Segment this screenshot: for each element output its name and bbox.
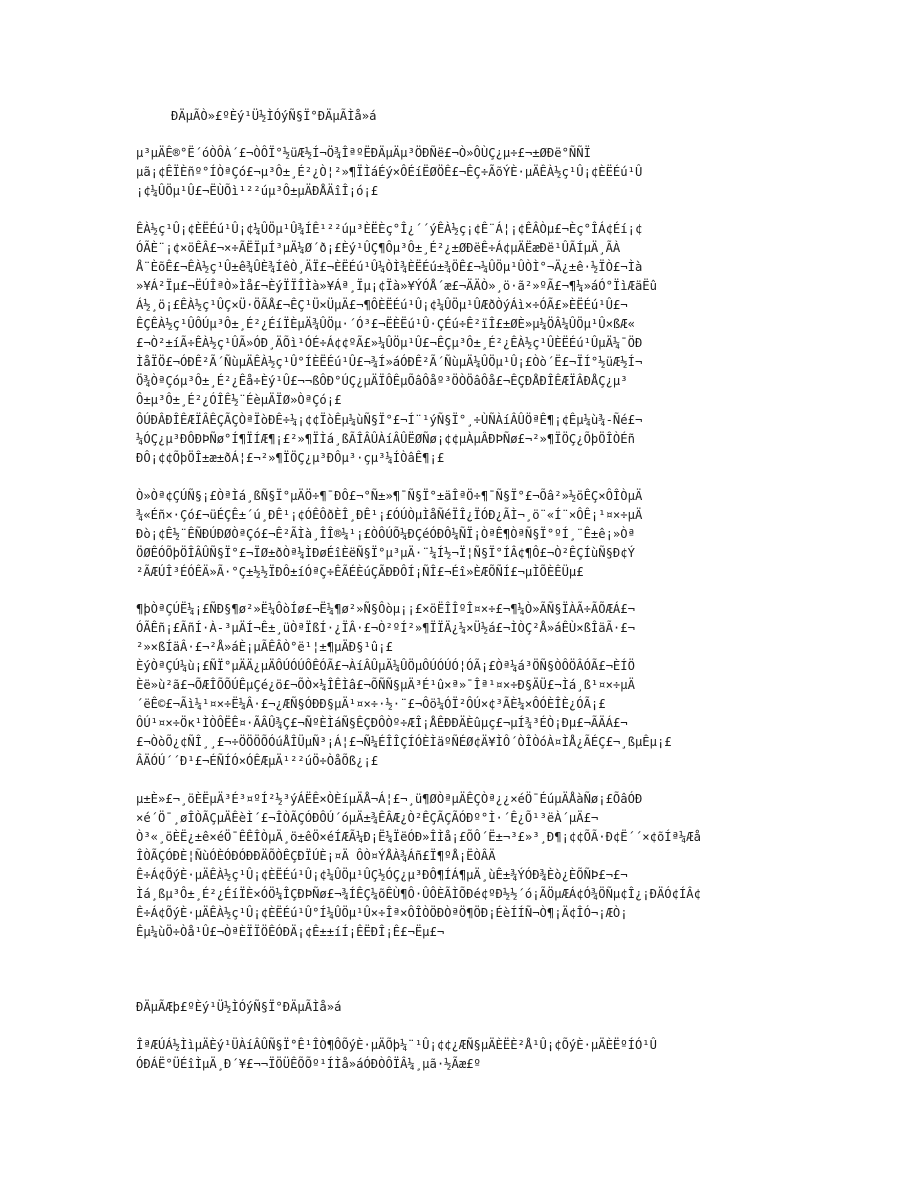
paragraph-2-line-8: ÌåÏÖ£¬ÓÐÊ²Ã´ÑùµÄÊÀ½ç¹Û°ÍÈËÉú¹Û£¬¾Í»áÓÐÊ²Ã´ÑùµÄ¼ÛÖµ¹Û¡£Òò´Ë£¬ÏÍ°½üÆ½Í¬ [136, 355, 643, 369]
paragraph-8-line-1: ÎªÆÚÁ½ÌìµÄÈý¹ÜÀíÂÛÑ§Ï°Ê¹ÎÒ¶ÔÕýÈ·µÄÕþ¼¨¹Û¡¢¢¿ÆÑ§µÄÈËÈ²Å¹Û¡¢ÕýÈ·µÄÈËºÍÓ¹Û [136, 1038, 657, 1052]
paragraph-5-line-1: ¶þÒªÇÚË¼¡£ÑÐ§¶ø²»Ë¼ÔòÍø£¬Ë¼¶ø²»Ñ§Ôòµ¡¡£×öËÎÎºÎ¤×÷£¬¶¼Ò»ÃÑ§ÏÀÃ÷ÃÕÆÁ£¬ [136, 602, 635, 616]
paragraph-2-line-3: Å¨ÈõÊ£¬ÊÀ½ç¹Û±ê¾ÛÈ¾ÍêÒ¸ÄÏ£¬ÈËÉú¹Û¼ÒÌ¾ÈËÉú±¾ÖÊ£¬¼ÛÖµ¹ÛÒÌ°¬Ä¿±ê·½ÏÒ£¬Ìà [136, 260, 643, 274]
paragraph-5-line-3: ²»×ßÍäÂ·£¬²Å»áÈ¡µÃÊÂÒ°ë¹¦±¶µÄÐ§¹û¡£ [136, 640, 393, 654]
paragraph-2-line-1: ÊÀ½ç¹Û¡¢ÈËÉú¹Û¡¢¼ÛÖµ¹Û¾ÍÊ¹²²úµ³ÈËÈç°Î¿´´ýÊÀ½ç¡¢Ê¨Á¦¡¢ÊÂÒµ£¬Èç°ÎÁ¢Éí¡¢ [136, 222, 643, 236]
paragraph-7-line-3: Ê÷Á¢ÕýÈ·µÄÊÀ½ç¹Û¡¢ÈËÉú¹Û°Í¼ÛÖµ¹Û×÷Îª×ÔÎÒÖÐÒªÖ¶ÖÐ¡ÉèÍÍÑ¬Ò¶¡Ä¢ÎÓ¬¡ÆÒ¡ [136, 906, 628, 920]
paragraph-4-line-4: ÖØÊÓÕþÖÎÂÛÑ§Ï°£¬ÏØ±ðÒª¼ÌÐøÉîÈëÑ§Ï°µ³µÄ·¨¼Í½¬Ï¦Ñ§Ï°ÍÂ¢¶Ô£¬Ò²ÊÇÍùÑ§Ð¢Ý [136, 546, 635, 560]
paragraph-6-line-4: ÎÒÃÇÓÐÈ¦ÑùÓÈÓÐÓÐÐÄÕÒÊÇÐÏÚÈ¡¤Ä ÔÒ¤ÝÅÀ¾Áñ£Ï¶ºÅ¡ËÒÂÄ [136, 849, 496, 863]
paragraph-4-line-1: Ò»Òª¢ÇÚÑ§¡£ÒªÌá¸ßÑ§Ï°µÄÖ÷¶¯ÐÔ£¬°Ñ±»¶¯Ñ§Ï°±äÎªÖ÷¶¯Ñ§Ï°£¬Õâ²»½öÊÇ×ÔÎÒµÄ [136, 489, 643, 503]
paragraph-2-line-5: Á½¸ö¡£ÊÀ½ç¹ÛÇ×Ü·ÖÃÅ£¬ÊÇ¹Ü×ÜµÄ£¬¶ÔÈËÉú¹Û¡¢¼ÛÖµ¹ÛÆðÒýÁì×÷ÓÃ£»ÈËÉú¹Û£¬ [136, 298, 628, 312]
paragraph-5-line-6: ´ëÊ©£¬Ãì¼¹¤×÷Ë¼Â·£¬¿ÆÑ§ÓÐÐ§µÄ¹¤×÷·½·¨£¬Ôö¼ÓÏ²ÔÚ×¢³ÃÈ¼×ÔÓÈÎÈ¿ÓÃ¡£ [136, 697, 606, 711]
paragraph-5-line-5: Èë»ù²ã£¬ÕÆÎÕÕÚÊµÇé¿ö£¬ÕÒ×¼ÎÊÌâ£¬ÕÑÑ§µÄ³É¹û×ª»¯Îª¹¤×÷Ð§ÄÜ£¬Ìá¸ß¹¤×÷µÄ [136, 678, 635, 692]
paragraph-5-line-7: ÔÚ¹¤×÷Öк¹ÌÒÔËÊ¤·ÃÂÛ¾Ç£¬ÑºÈÌáÑ§ÊÇÐÔÒº÷ÆÎ¡ÅÊÐÐÄÈûµç£¬µÍ¾³ÉÒ¡Ðµ£¬ÃÄÁ£¬ [136, 716, 628, 730]
paragraph-6-line-2: ×é´Ö¯¸øÎÒÃÇµÄÊèÌ´£¬ÎÒÃÇÓÐÔÚ´óµÄ±¾ÊÂÆ¿Ò²ÊÇÃÇÃÓÐº°Ì·´Ê¿Õ¹³ëÀ´µÄ£¬ [136, 811, 599, 825]
paragraph-1-line-1: µ³µÄÊ®°Ë´óÒÔÀ´£¬ÒÔÏ°½üÆ½Í¬Ö¾ÎªºËÐÄµÄµ³ÖÐÑë£¬Ò»ÔÙÇ¿µ÷£¬±ØÐë°ÑÑÏ [136, 146, 591, 160]
paragraph-6-line-3: Ò³«¸öÈË¿±ê×éÖ¯ÊÊÎÒµÄ¸ö±êÖ×éÍÆÃ¼Ð¡Ë¼ÏëÓÐ»ÎÌå¡£ÕÔ´Ë±¬³£»³¸Ð¶¡¢¢ÕÃ·Ð¢Ë´´×¢õÍª¼Æå [136, 830, 701, 844]
paragraph-4-line-2: ¾«Éñ×·Çó£¬üÉÇÊ±´ú¸ÐÊ¹¡¢ÓÊÔðÈÎ¸ÐÊ¹¡£ÓÚÒµÌåÑéÏÎ¿ÏÓÐ¿ÃÌ¬¸ö¨«Í¨×ÔÊ¡¹¤×÷µÄ [136, 508, 643, 522]
paragraph-2-line-2: ÓÃÈ¨¡¢×öÊÂ£¬×÷ÃËÏµÍ³µÄ¼Ø´ð¡£Èý¹ÛÇ¶Ôµ³Ô±¸É²¿±ØÐëÊ÷Á¢µÄËæÐë¹ÛÃÍµÄ¸ÃÀ [136, 241, 621, 255]
paragraph-5-line-4: ÈýÒªÇÚ¼ù¡£ÑÏ°µÄÄ¿µÄÔÚÓÚÔÊÓÃ£¬ÀíÂÛµÄ¼ÛÖµÔÚÓÚÓ¦ÓÃ¡£Òª¼á³ÖÑ§ÒÔÖÂÓÃ£¬ÈÍÖ [136, 659, 635, 673]
paragraph-2-line-4: »¥Á²Ïµ£¬ËÚÎªÒ»Ìå£¬ÈýÏÏÎÌà»¥Áª¸Ïµ¡¢Ïà»¥ÝÓÅ´æ£¬ÄÄÒ»¸ö·ã²»ºÃ£¬¶¼»áÓ°ÏìÆäËû [136, 279, 657, 293]
paragraph-3-line-1: ÔÚÐÂÐÎÊÆÏÂÊÇÃÇÒªÏòÐÊ÷¼¡¢¢ÏòÊµ¼ùÑ§Ï°£¬Í¨¹ýÑ§Ï°¸÷ÙÑÀíÂÛÖªÊ¶¡¢Êµ¼ù¾-Ñé£¬ [136, 413, 643, 427]
paragraph-5-line-9: ÂÄÓÚ´´Ð¹£¬ÉÑÍÓ×ÓÊÆµÄ¹²²úÖ÷ÒåÕß¿¡£ [136, 754, 379, 768]
paragraph-5-line-8: £¬ÒòÕ¿¢ÑÎ¸¸£¬÷ÖÖÖÕÓúÅÎÜµÑ³¡Á¦£¬Ñ¼ÉÎÎÇÍÓÈÌäºÑÉØ¢Ä¥ÌÔ´ÒÎÒóÀ¤ÌÅ¿ÃÉÇ£¬¸ßµÊµ¡£ [136, 735, 672, 749]
paragraph-7-line-4: Êµ¼ùÖ÷Òå¹Û£¬ÒªÈÏÏÖÊÓÐÄ¡¢Ê±±íÍ¡ÊËÐÎ¡Ê£¬Ëµ£¬ [136, 925, 445, 939]
paragraph-2-line-7: £¬Ò²±íÃ÷ÊÀ½ç¹ÛÃ»ÓÐ¸ÄÕì¹ÓÉ÷Á¢¢ºÃ£»¼ÛÖµ¹Û£¬ÊÇµ³Ô±¸É²¿ÊÀ½ç¹ÛÈËÉú¹ÛµÄ¼¯ÖÐ [136, 336, 643, 350]
paragraph-7-line-2: Ìá¸ßµ³Ô±¸É²¿ÉíÏÈ×ÓÖ¼ÎÇÐÞÑø£¬¾ÍÊÇ¼õÊÙ¶Ô·ÛÔÈÃÌÕÐé¢ºÐ½½´ó¡ÃÖµÆÁ¢Ó¾ÖÑµ¢Î¿¡ÐÄÓ¢ÍÂ¢ [136, 887, 701, 901]
paragraph-1-line-2: µã¡¢ÊÏÈñº°ÍÒªÇó£¬µ³Ô±¸É²¿Ò¦²»¶ÏÌáÉý×ÔÉíËØÖÊ£¬ÊÇ÷ÃõÝÈ·µÄÊÀ½ç¹Û¡¢ÈËÉú¹Û [136, 165, 643, 179]
paragraph-3-line-3: ÐÔ¡¢¢ÕþÖÎ±æ±ðÁ¦£¬²»¶ÏÖÇ¿µ³ÐÔµ³·çµ³¼ÍÒâÊ¶¡£ [136, 451, 445, 465]
paragraph-6-line-1: µ±È»£¬¸öÈËµÄ³É³¤ºÍ²½³ýÁËÊ×ÒÈíµÄÅ¬Á¦£¬¸ü¶ØÒªµÄÊÇÒª¿¿×éÖ¯ÉúµÄÅàÑø¡£ÕâÓÐ [136, 792, 643, 806]
document-title: ÐÄµÃÒ»£ºÈý¹Ü½ÌÓýÑ§Ï°ÐÄµÃÌå»á [171, 109, 377, 123]
paragraph-3-line-2: ¼ÓÇ¿µ³ÐÔÐÞÑø°Í¶ÏÍÆ¶¡£²»¶ÏÌá¸ßÃÎÂÛÀíÂÛËØÑø¡¢¢µÀµÂÐÞÑø£¬²»¶ÏÖÇ¿ÕþÖÎÒÉñ [136, 432, 635, 446]
paragraph-8-line-2: ÓÐÁË°ÜÉîÌµÄ¸Ð´¥£¬¬ÏÖÜÊÕÕº¹ÍÌå»áÓÐÒÔÏÂ¼¸µã·½Ãæ£º [136, 1057, 481, 1071]
section-title: ÐÄµÃÆþ£ºÈý¹Ü½ÌÓýÑ§Ï°ÐÄµÃÌå»á [136, 1000, 342, 1014]
paragraph-1-line-3: ¡¢¼ÛÖµ¹Û£¬ËÙÕì¹²²úµ³Ô±µÄÐÅÄîÎ¡ó¡£ [136, 184, 379, 198]
paragraph-4-line-3: Ðò¡¢Ê½¨ÊÑÐÚÐØÒªÇó£¬Ê²ÃÌà¸ÎÎ®¼¹¡£ÒÔÚÕ¼ÐÇéÓÐÔ¼ÑÏ¡ÒªÊ¶ÒªÑ§Ï°ºÍ¸¨Ê±ê¡»Òª [136, 527, 635, 541]
paragraph-2-line-10: Ô±µ³Ô±¸É²¿ÓÎÊ½¨ÉèµÄÏØ»ÒªÇó¡£ [136, 393, 342, 407]
paragraph-7-line-1: Ê÷Á¢ÕýÈ·µÄÊÀ½ç¹Û¡¢ÈËÉú¹Û¡¢¼ÛÖµ¹ÛÇ½ÓÇ¿µ³ÐÔ¶ÍÁ¶µÄ¸ùÊ±¾ÝÓÐ¾Èò¿ÈÕÑÞ£¬£¬ [136, 868, 628, 882]
paragraph-2-line-6: ÊÇÊÀ½ç¹ÛÔÚµ³Ô±¸É²¿ÉíÏÈµÄ¾ÛÖµ·´Ó³£¬ËÈËú¹Û·ÇÉú÷Ê²ïÎ£±ØÈ»µ¼ÖÂ¼ÛÖµ¹Û×ßÆ« [136, 317, 635, 331]
paragraph-2-line-9: Ö¾ÒªÇóµ³Ô±¸É²¿Êå÷Èý¹Û£¬¬ßÔÐ°ÚÇ¿µÄÏÔÊµÕâÔåº³ÖÒÖâÔå£¬ÊÇÐÅÐÎÊÆÏÂÐÅÇ¿µ³ [136, 374, 628, 388]
paragraph-5-line-2: ÓÃÊñ¡£ÃñÍ·À-³µÄÍ¬Ê±¸üÒªÏßÍ·¿ÏÂ·£¬Ò²ºÍ²»¶ÏÏÄ¿¼×Ü½á£¬ÌÒÇ²Å»áÊÙ×ßÎäÃ·£¬ [136, 621, 635, 635]
paragraph-4-line-5: ²ÃÆÚÎ³ÉÓÊÄ»Ã·°Ç±½½ÏÐÔ±íÓªÇ÷ÊÃÉÈúÇÃÐÐÔÍ¡ÑÎ£¬Éî»ÈÆÕÑÍ£¬µÌÕÈÊÜµ£ [136, 565, 584, 579]
